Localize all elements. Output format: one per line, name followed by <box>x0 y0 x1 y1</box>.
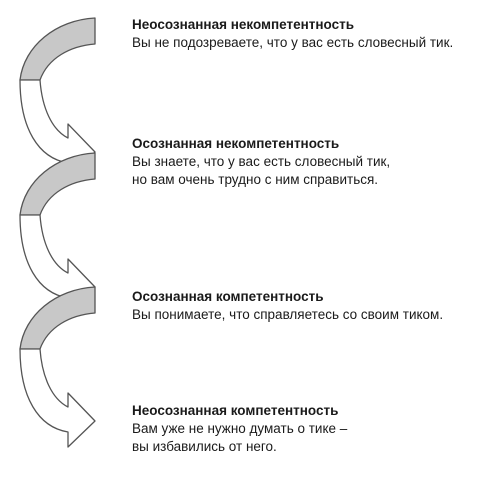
arrow-band-shaded <box>20 18 95 80</box>
stage-description-line: но вам очень трудно с ним справиться. <box>132 172 379 187</box>
stage-description-line: Вы знаете, что у вас есть словесный тик, <box>132 154 391 169</box>
stage-title: Неосознанная компетентность <box>132 403 339 418</box>
stage-title: Осознанная некомпетентность <box>132 136 340 151</box>
stage-title: Неосознанная некомпетентность <box>132 17 355 32</box>
stage-description-line: Вы понимаете, что справляетесь со своим тиком. <box>132 307 444 322</box>
stage-unconscious-competence <box>132 402 487 456</box>
stage-unconscious-incompetence <box>132 16 487 52</box>
stage-conscious-competence <box>132 288 487 324</box>
stage-description-line: вы избавились от него. <box>132 439 277 454</box>
stage-conscious-incompetence <box>132 135 487 189</box>
stage-description-line: Вам уже не нужно думать о тике – <box>132 421 348 436</box>
flow-arrow-3 <box>20 287 95 447</box>
arrow-band-shaded <box>20 287 95 349</box>
stage-description-line: Вы не подозреваете, что у вас есть словесный тик. <box>132 35 454 50</box>
arrow-band-light <box>20 349 95 447</box>
stage-title: Осознанная компетентность <box>132 289 324 304</box>
arrow-band-shaded <box>20 153 95 215</box>
